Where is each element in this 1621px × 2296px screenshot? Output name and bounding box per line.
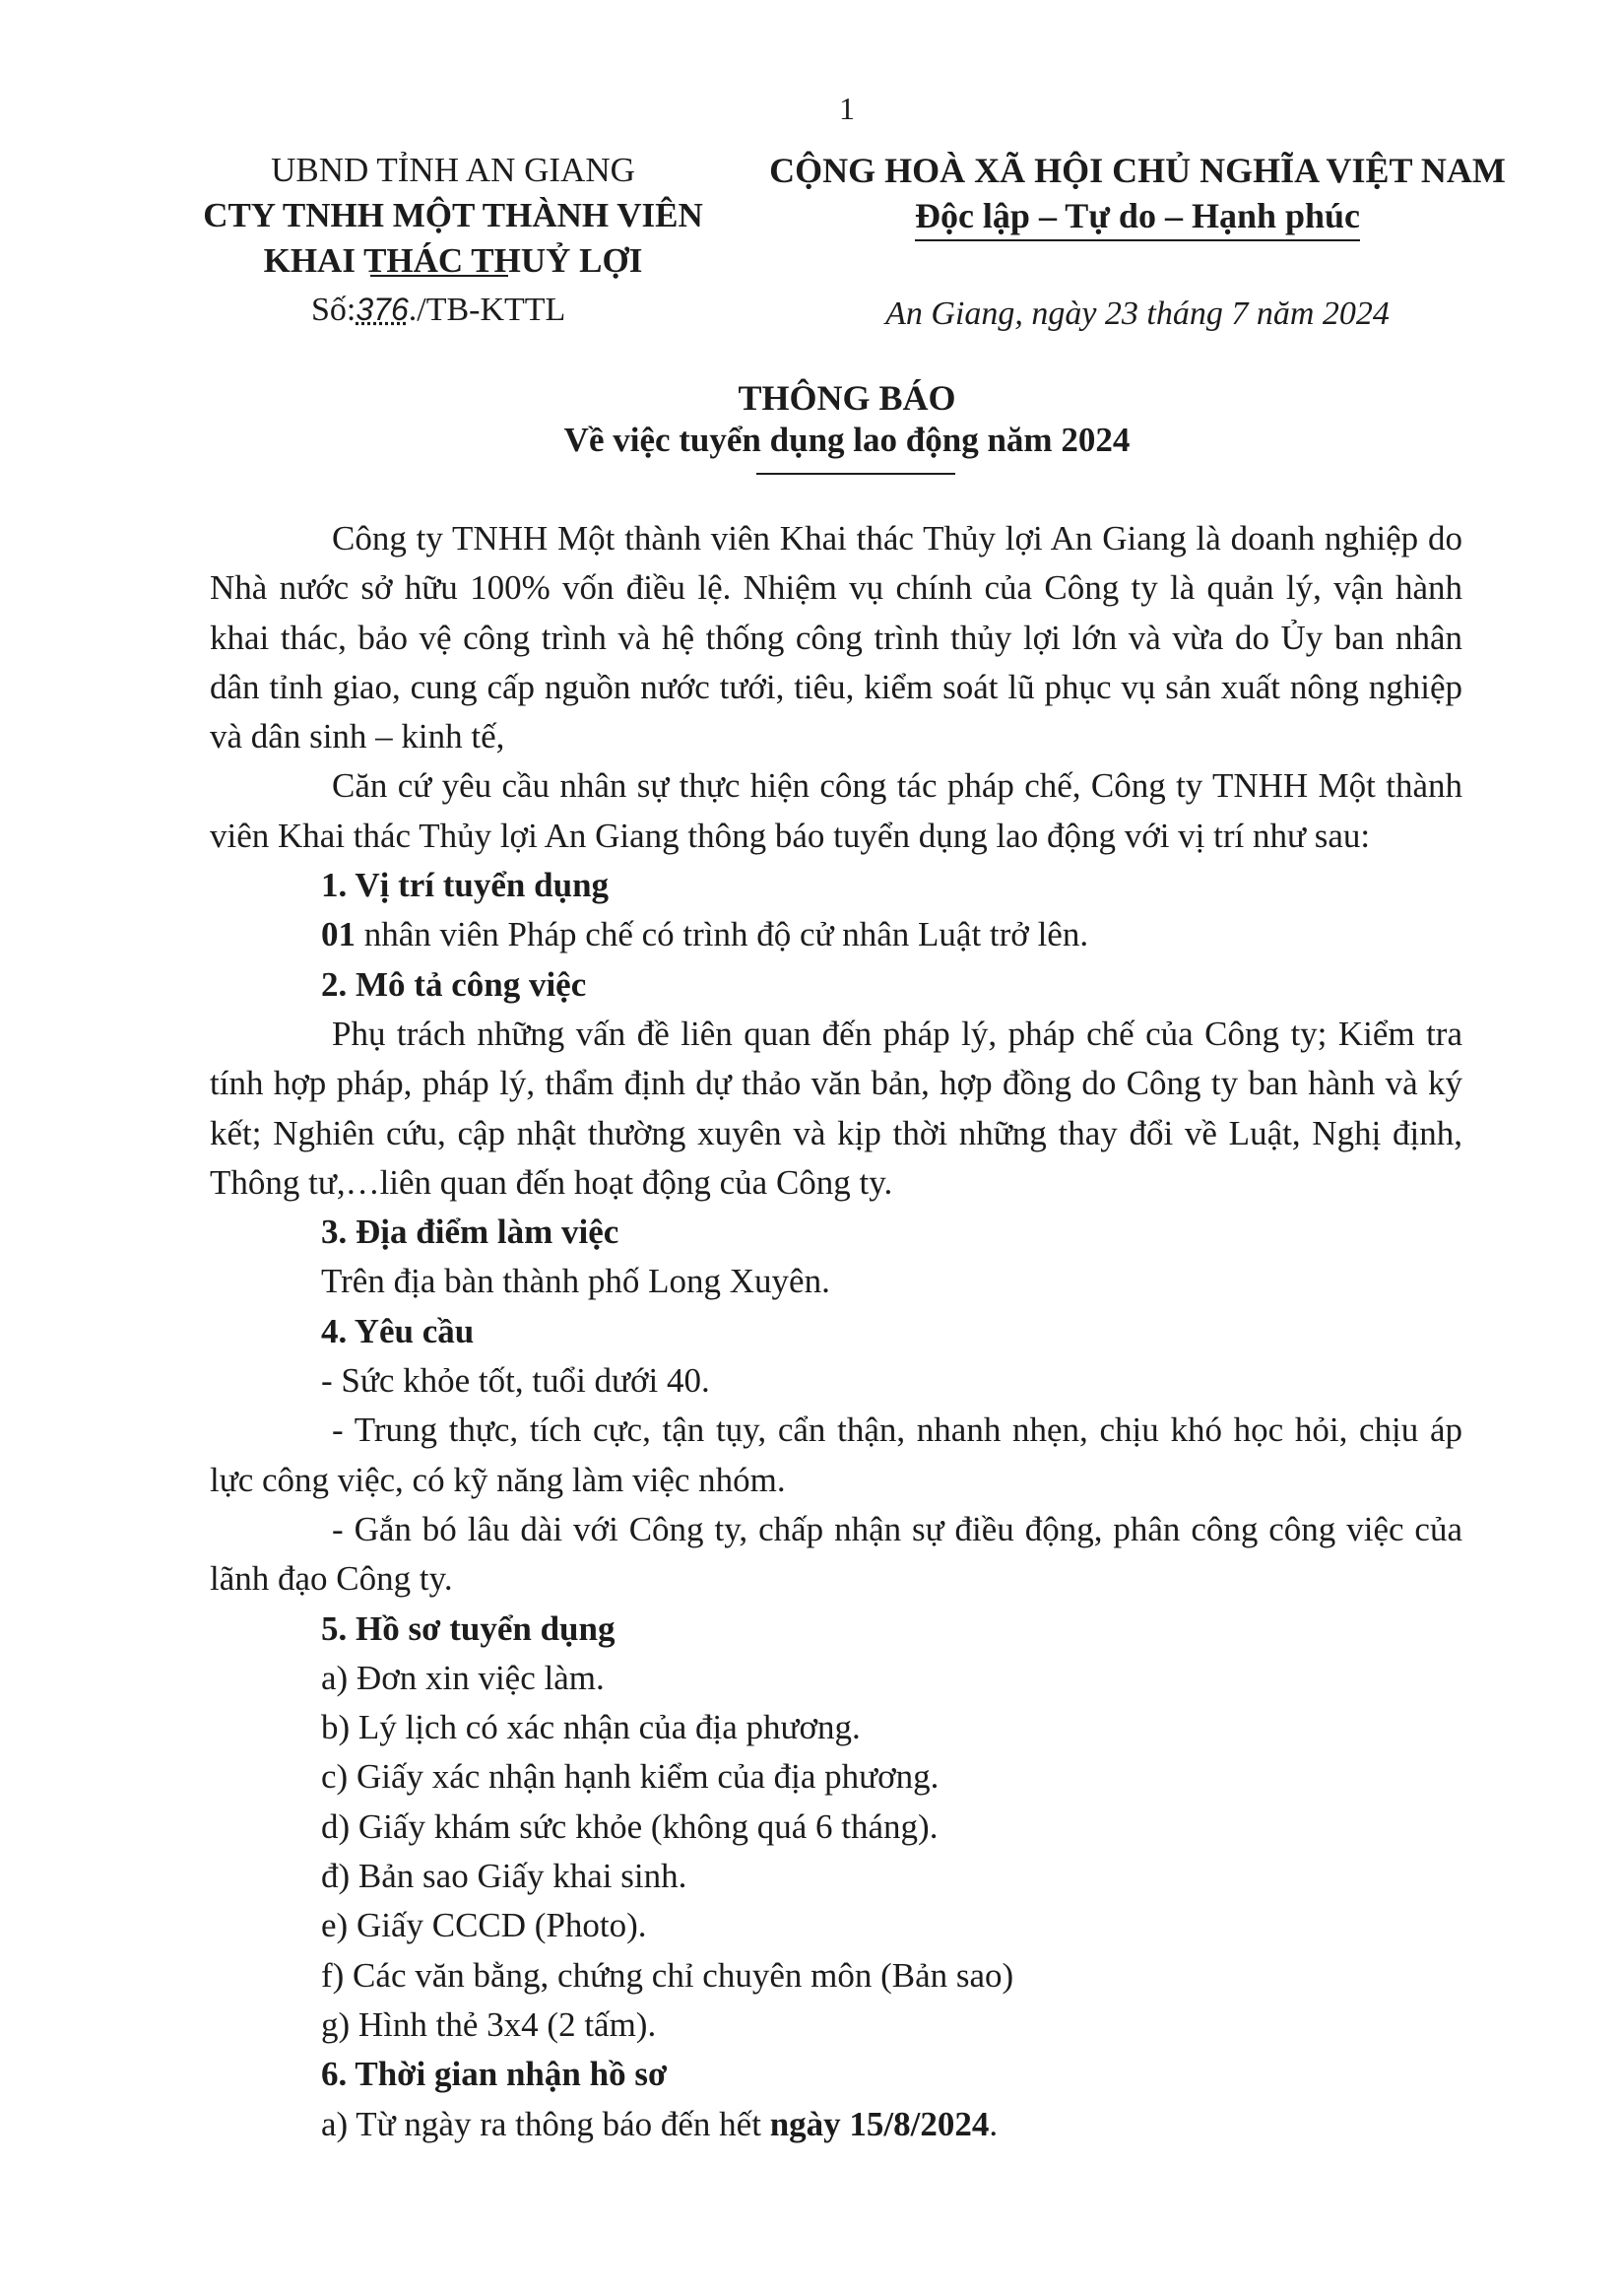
document-number-suffix: ./TB-KTTL bbox=[408, 292, 566, 328]
position-description: nhân viên Pháp chế có trình độ cử nhân Luật trở lên. bbox=[356, 915, 1089, 954]
list-item bbox=[210, 2100, 1462, 2149]
nation-name: CỘNG HOÀ XÃ HỘI CHỦ NGHĨA VIỆT NAM bbox=[769, 151, 1506, 190]
page-number: 1 bbox=[839, 91, 855, 126]
document-body bbox=[210, 514, 1462, 2149]
list-item: - Gắn bó lâu dài với Công ty, chấp nhận sự điều động, phân công công việc của lãnh đạo Công ty. bbox=[210, 1509, 1462, 1599]
list-item: f) Các văn bằng, chứng chỉ chuyên môn (Bản sao) bbox=[321, 1955, 1014, 1995]
list-item: e) Giấy CCCD (Photo). bbox=[321, 1906, 647, 1945]
list-item: g) Hình thẻ 3x4 (2 tấm). bbox=[321, 2004, 657, 2044]
document-title: THÔNG BÁO bbox=[738, 378, 956, 418]
section-heading: 1. Vị trí tuyển dụng bbox=[321, 866, 610, 905]
intro-paragraph-1: Công ty TNHH Một thành viên Khai thác Thủy lợi An Giang là doanh nghiệp do Nhà nước sở hữu 100% vốn điều lệ. Nhiệm vụ chính của Công ty là quản lý, vận hành khai thác, bảo vệ công trình và hệ thống công trình thủy lợi lớn và vừa do Ủy ban nhân dân tỉnh giao, cung cấp nguồn nước tưới, tiêu, kiểm soát lũ phục vụ sản xuất nông nghiệp và dân sinh – kinh tế, bbox=[210, 519, 1462, 756]
document-subtitle: Về việc tuyển dụng lao động năm 2024 bbox=[563, 421, 1131, 459]
section-heading: 6. Thời gian nhận hồ sơ bbox=[321, 2055, 668, 2094]
section-text: Phụ trách những vấn đề liên quan đến pháp lý, pháp chế của Công ty; Kiểm tra tính hợp pháp, pháp lý, thẩm định dự thảo văn bản, hợp đồng do Công ty ban hành và ký kết; Nghiên cứu, cập nhật thường xuyên và kịp thời những thay đổi về Luật, Nghị định, Thông tư,…liên quan đến hoạt động của Công ty. bbox=[210, 1014, 1462, 1202]
section-heading: 3. Địa điểm làm việc bbox=[321, 1213, 619, 1252]
deadline-end: . bbox=[989, 2104, 999, 2143]
document-number-handwritten: 376 bbox=[356, 292, 409, 327]
section-text: Trên địa bàn thành phố Long Xuyên. bbox=[321, 1262, 830, 1301]
document-number bbox=[311, 292, 565, 329]
list-item: d) Giấy khám sức khỏe (không quá 6 tháng). bbox=[321, 1806, 939, 1846]
position-count: 01 bbox=[321, 915, 356, 954]
list-item: c) Giấy xác nhận hạnh kiểm của địa phương. bbox=[321, 1757, 940, 1797]
deadline-text: a) Từ ngày ra thông báo đến hết bbox=[321, 2104, 770, 2143]
list-item: đ) Bản sao Giấy khai sinh. bbox=[321, 1857, 687, 1896]
national-header bbox=[729, 148, 1546, 241]
section-heading: 2. Mô tả công việc bbox=[321, 964, 587, 1004]
subtitle-underline bbox=[756, 473, 955, 475]
list-item: b) Lý lịch có xác nhận của địa phương. bbox=[321, 1708, 861, 1747]
list-item: - Sức khỏe tốt, tuổi dưới 40. bbox=[321, 1361, 710, 1401]
intro-paragraph-2: Căn cứ yêu cầu nhân sự thực hiện công tác pháp chế, Công ty TNHH Một thành viên Khai thác Thủy lợi An Giang thông báo tuyển dụng lao động với vị trí như sau: bbox=[210, 766, 1462, 855]
deadline-date: ngày 15/8/2024 bbox=[769, 2104, 990, 2143]
issuer-name-line1: CTY TNHH MỘT THÀNH VIÊN bbox=[203, 196, 703, 234]
national-motto: Độc lập – Tự do – Hạnh phúc bbox=[915, 193, 1360, 241]
section-heading: 5. Hồ sơ tuyển dụng bbox=[321, 1608, 616, 1648]
issuer-underline bbox=[370, 275, 508, 277]
issuer-name-line2: KHAI THÁC THUỶ LỢI bbox=[263, 241, 643, 280]
document-number-prefix: Số: bbox=[311, 292, 357, 328]
section-text bbox=[210, 910, 1462, 959]
list-item: a) Đơn xin việc làm. bbox=[321, 1658, 605, 1697]
list-item: - Trung thực, tích cực, tận tụy, cẩn thận, nhanh nhẹn, chịu khó học hỏi, chịu áp lực công việc, có kỹ năng làm việc nhóm. bbox=[210, 1410, 1462, 1499]
issuer-header bbox=[177, 148, 729, 284]
issuer-parent: UBND TỈNH AN GIANG bbox=[271, 151, 635, 189]
place-date: An Giang, ngày 23 tháng 7 năm 2024 bbox=[885, 295, 1390, 332]
section-heading: 4. Yêu cầu bbox=[321, 1311, 475, 1350]
